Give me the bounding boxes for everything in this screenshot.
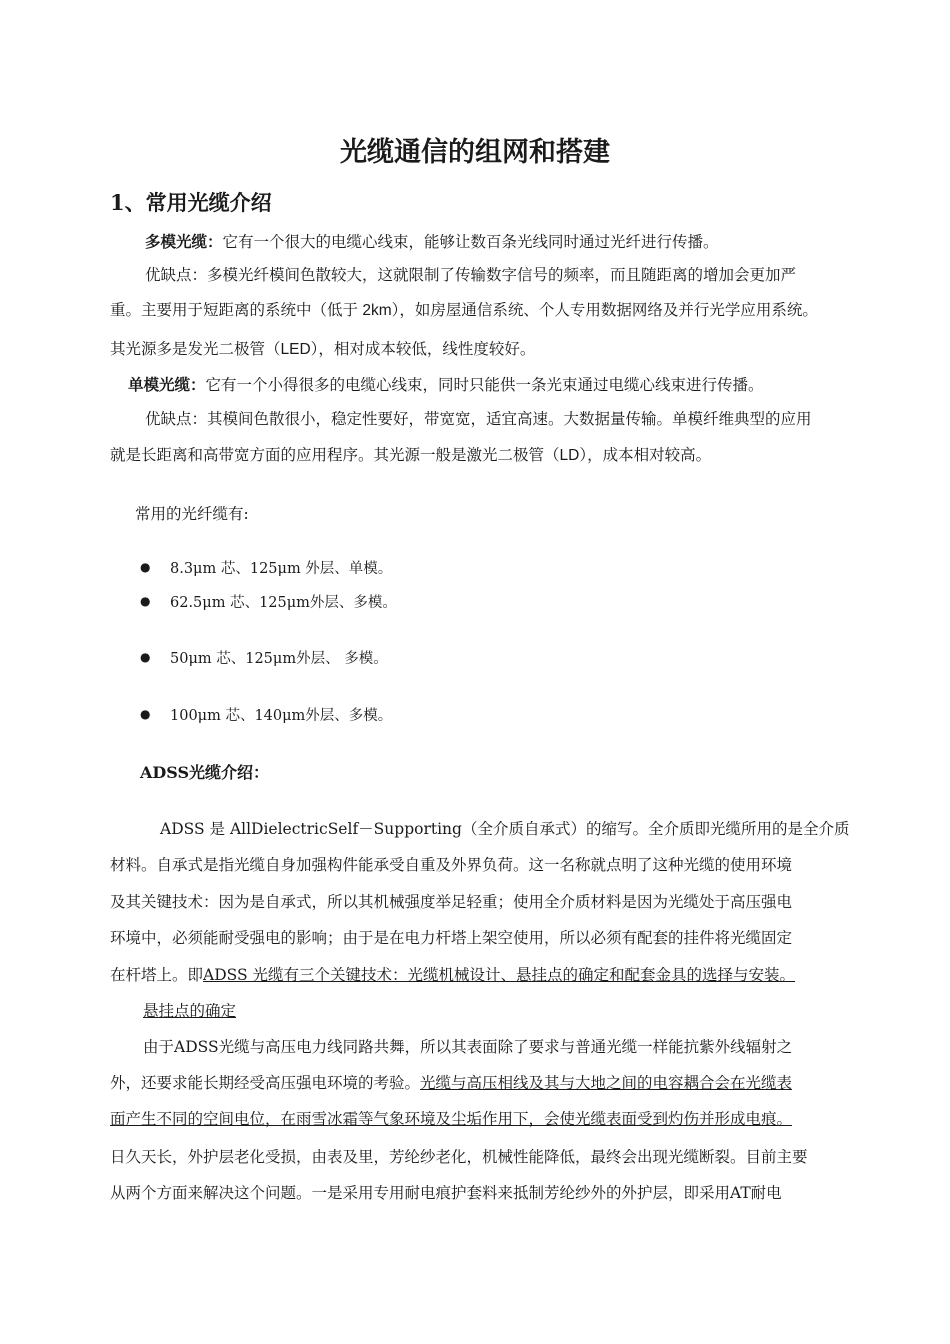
bullet-icon: ● bbox=[140, 560, 151, 574]
text-run: 就是长距离和高带宽方面的应用程序。其光源一般是激光二极管（ bbox=[110, 446, 560, 464]
text-run: 其光源多是发光二极管（ bbox=[110, 340, 281, 358]
bullet-icon: ● bbox=[140, 650, 151, 664]
singlemode-label: 单模光缆： bbox=[128, 377, 206, 394]
text-run: ），相对成本较低，线性度较好。 bbox=[310, 340, 536, 358]
adss-subheading: 悬挂点的确定 bbox=[143, 1002, 237, 1020]
text-run: 2km bbox=[358, 302, 392, 319]
underlined-text: 光缆与高压相线及其与大地之间的电容耦合会在光缆表 bbox=[420, 1074, 793, 1092]
multimode-label: 多模光缆： bbox=[145, 234, 223, 251]
text-run: ），成本相对较高。 bbox=[579, 446, 712, 464]
common-fibers-intro: 常用的光纤缆有: bbox=[135, 505, 249, 523]
adss-paragraph-line: ADSS 是 AllDielectricSelf－Supporting（全介质自承式）的缩写。全介质即光缆所用的是全介质 bbox=[160, 820, 850, 838]
text-run: 外，还要求能长期经受高压强电环境的考验。 bbox=[110, 1074, 421, 1092]
bullet-icon: ● bbox=[140, 707, 151, 721]
section-heading: 1、常用光缆介绍 bbox=[110, 190, 272, 215]
adss-paragraph-line: 由于ADSS光缆与高压电力线同路共舞，所以其表面除了要求与普通光缆一样能抗紫外线辐射之 bbox=[143, 1038, 793, 1056]
adss-paragraph-line: 环境中，必须能耐受强电的影响；由于是在电力杆塔上架空使用，所以必须有配套的挂件将光缆固定 bbox=[110, 929, 793, 947]
adss-paragraph-line: 从两个方面来解决这个问题。一是采用专用耐电痕护套料来抵制芳纶纱外的外护层，即采用AT耐电 bbox=[110, 1184, 782, 1202]
adss-paragraph-line bbox=[110, 963, 795, 985]
adss-heading: ADSS光缆介绍： bbox=[140, 763, 270, 782]
multimode-paragraph bbox=[145, 230, 719, 252]
multimode-desc: 它有一个很大的电缆心线束，能够让数百条光线同时通过光纤进行传播。 bbox=[222, 233, 719, 251]
page-title: 光缆通信的组网和搭建 bbox=[340, 137, 610, 168]
list-item: 8.3μm 芯、125μm 外层、单模。 bbox=[170, 561, 393, 577]
multimode-pros-line bbox=[110, 298, 818, 320]
adss-paragraph-line: 材料。自承式是指光缆自身加强构件能承受自重及外界负荷。这一名称就点明了这种光缆的使用环境 bbox=[110, 856, 793, 874]
adss-paragraph-line: 面产生不同的空间电位，在雨雪冰霜等气象环境及尘垢作用下，会使光缆表面受到灼伤并形成电痕。 bbox=[110, 1110, 793, 1128]
text-run: LD bbox=[559, 447, 580, 464]
list-item: 50μm 芯、125μm外层、 多模。 bbox=[170, 651, 388, 667]
text-run: 在杆塔上。即 bbox=[110, 966, 204, 984]
list-item: 62.5μm 芯、125μm外层、多模。 bbox=[170, 595, 397, 611]
underlined-text: ADSS 光缆有三个关键技术：光缆机械设计、悬挂点的确定和配套金具的选择与安装。 bbox=[203, 966, 796, 984]
singlemode-pros-line: 优缺点：其模间色散很小，稳定性要好，带宽宽，适宜高速。大数据量传输。单模纤维典型的应用 bbox=[145, 410, 812, 428]
adss-paragraph-line: 日久天长，外护层老化受损，由表及里，芳纶纱老化，机械性能降低，最终会出现光缆断裂。目前主要 bbox=[110, 1148, 808, 1166]
multimode-pros-line: 优缺点：多模光纤模间色散较大，这就限制了传输数字信号的频率，而且随距离的增加会更加严 bbox=[145, 266, 797, 284]
singlemode-pros-line bbox=[110, 443, 711, 465]
bullet-icon: ● bbox=[140, 594, 151, 608]
adss-paragraph-line: 及其关键技术：因为是自承式，所以其机械强度举足轻重；使用全介质材料是因为光缆处于高压强电 bbox=[110, 893, 793, 911]
singlemode-paragraph bbox=[128, 373, 764, 395]
text-run: ），如房屋通信系统、个人专用数据网络及并行光学应用系统。 bbox=[391, 301, 818, 319]
adss-paragraph-line bbox=[110, 1071, 792, 1093]
text-run: LED bbox=[280, 341, 311, 358]
list-item: 100μm 芯、140μm外层、多模。 bbox=[170, 708, 393, 724]
multimode-pros-line bbox=[110, 337, 535, 359]
singlemode-desc: 它有一个小得很多的电缆心线束，同时只能供一条光束通过电缆心线束进行传播。 bbox=[205, 376, 764, 394]
text-run: 重。主要用于短距离的系统中（低于 bbox=[110, 301, 359, 319]
